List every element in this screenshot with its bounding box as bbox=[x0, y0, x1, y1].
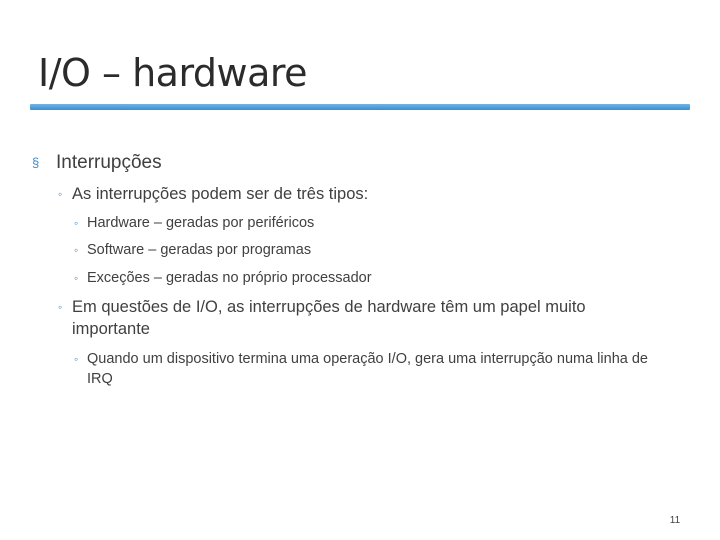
bullet-software bbox=[74, 240, 674, 260]
circle-bullet-icon: ◦ bbox=[74, 243, 79, 257]
bullet-text: Exceções – geradas no próprio processador bbox=[87, 270, 372, 286]
bullet-text: Hardware – geradas por periféricos bbox=[87, 215, 315, 231]
square-bullet-icon: § bbox=[32, 155, 40, 170]
slide-title: I/O – hardware bbox=[38, 51, 308, 95]
bullet-text: Interrupções bbox=[56, 152, 162, 173]
bullet-text: Quando um dispositivo termina uma operação I/O, gera uma interrupção numa linha de IRQ bbox=[87, 351, 648, 387]
circle-bullet-icon: ◦ bbox=[74, 271, 79, 285]
bullet-text: As interrupções podem ser de três tipos: bbox=[72, 185, 369, 203]
circle-bullet-icon: ◦ bbox=[58, 300, 63, 314]
bullet-irq bbox=[74, 349, 674, 389]
circle-bullet-icon: ◦ bbox=[58, 187, 63, 201]
bullet-excecoes bbox=[74, 268, 674, 288]
bullet-text: Software – geradas por programas bbox=[87, 242, 312, 258]
bullet-hardware bbox=[74, 213, 674, 233]
circle-bullet-icon: ◦ bbox=[74, 216, 79, 230]
bullet-text: Em questões de I/O, as interrupções de hardware têm um papel muito importante bbox=[72, 298, 586, 338]
circle-bullet-icon: ◦ bbox=[74, 352, 79, 366]
bullet-tipos bbox=[58, 183, 678, 205]
page-number: 11 bbox=[669, 515, 681, 526]
bullet-hardware-importante bbox=[58, 296, 668, 340]
bullet-interrupcoes bbox=[32, 151, 162, 175]
